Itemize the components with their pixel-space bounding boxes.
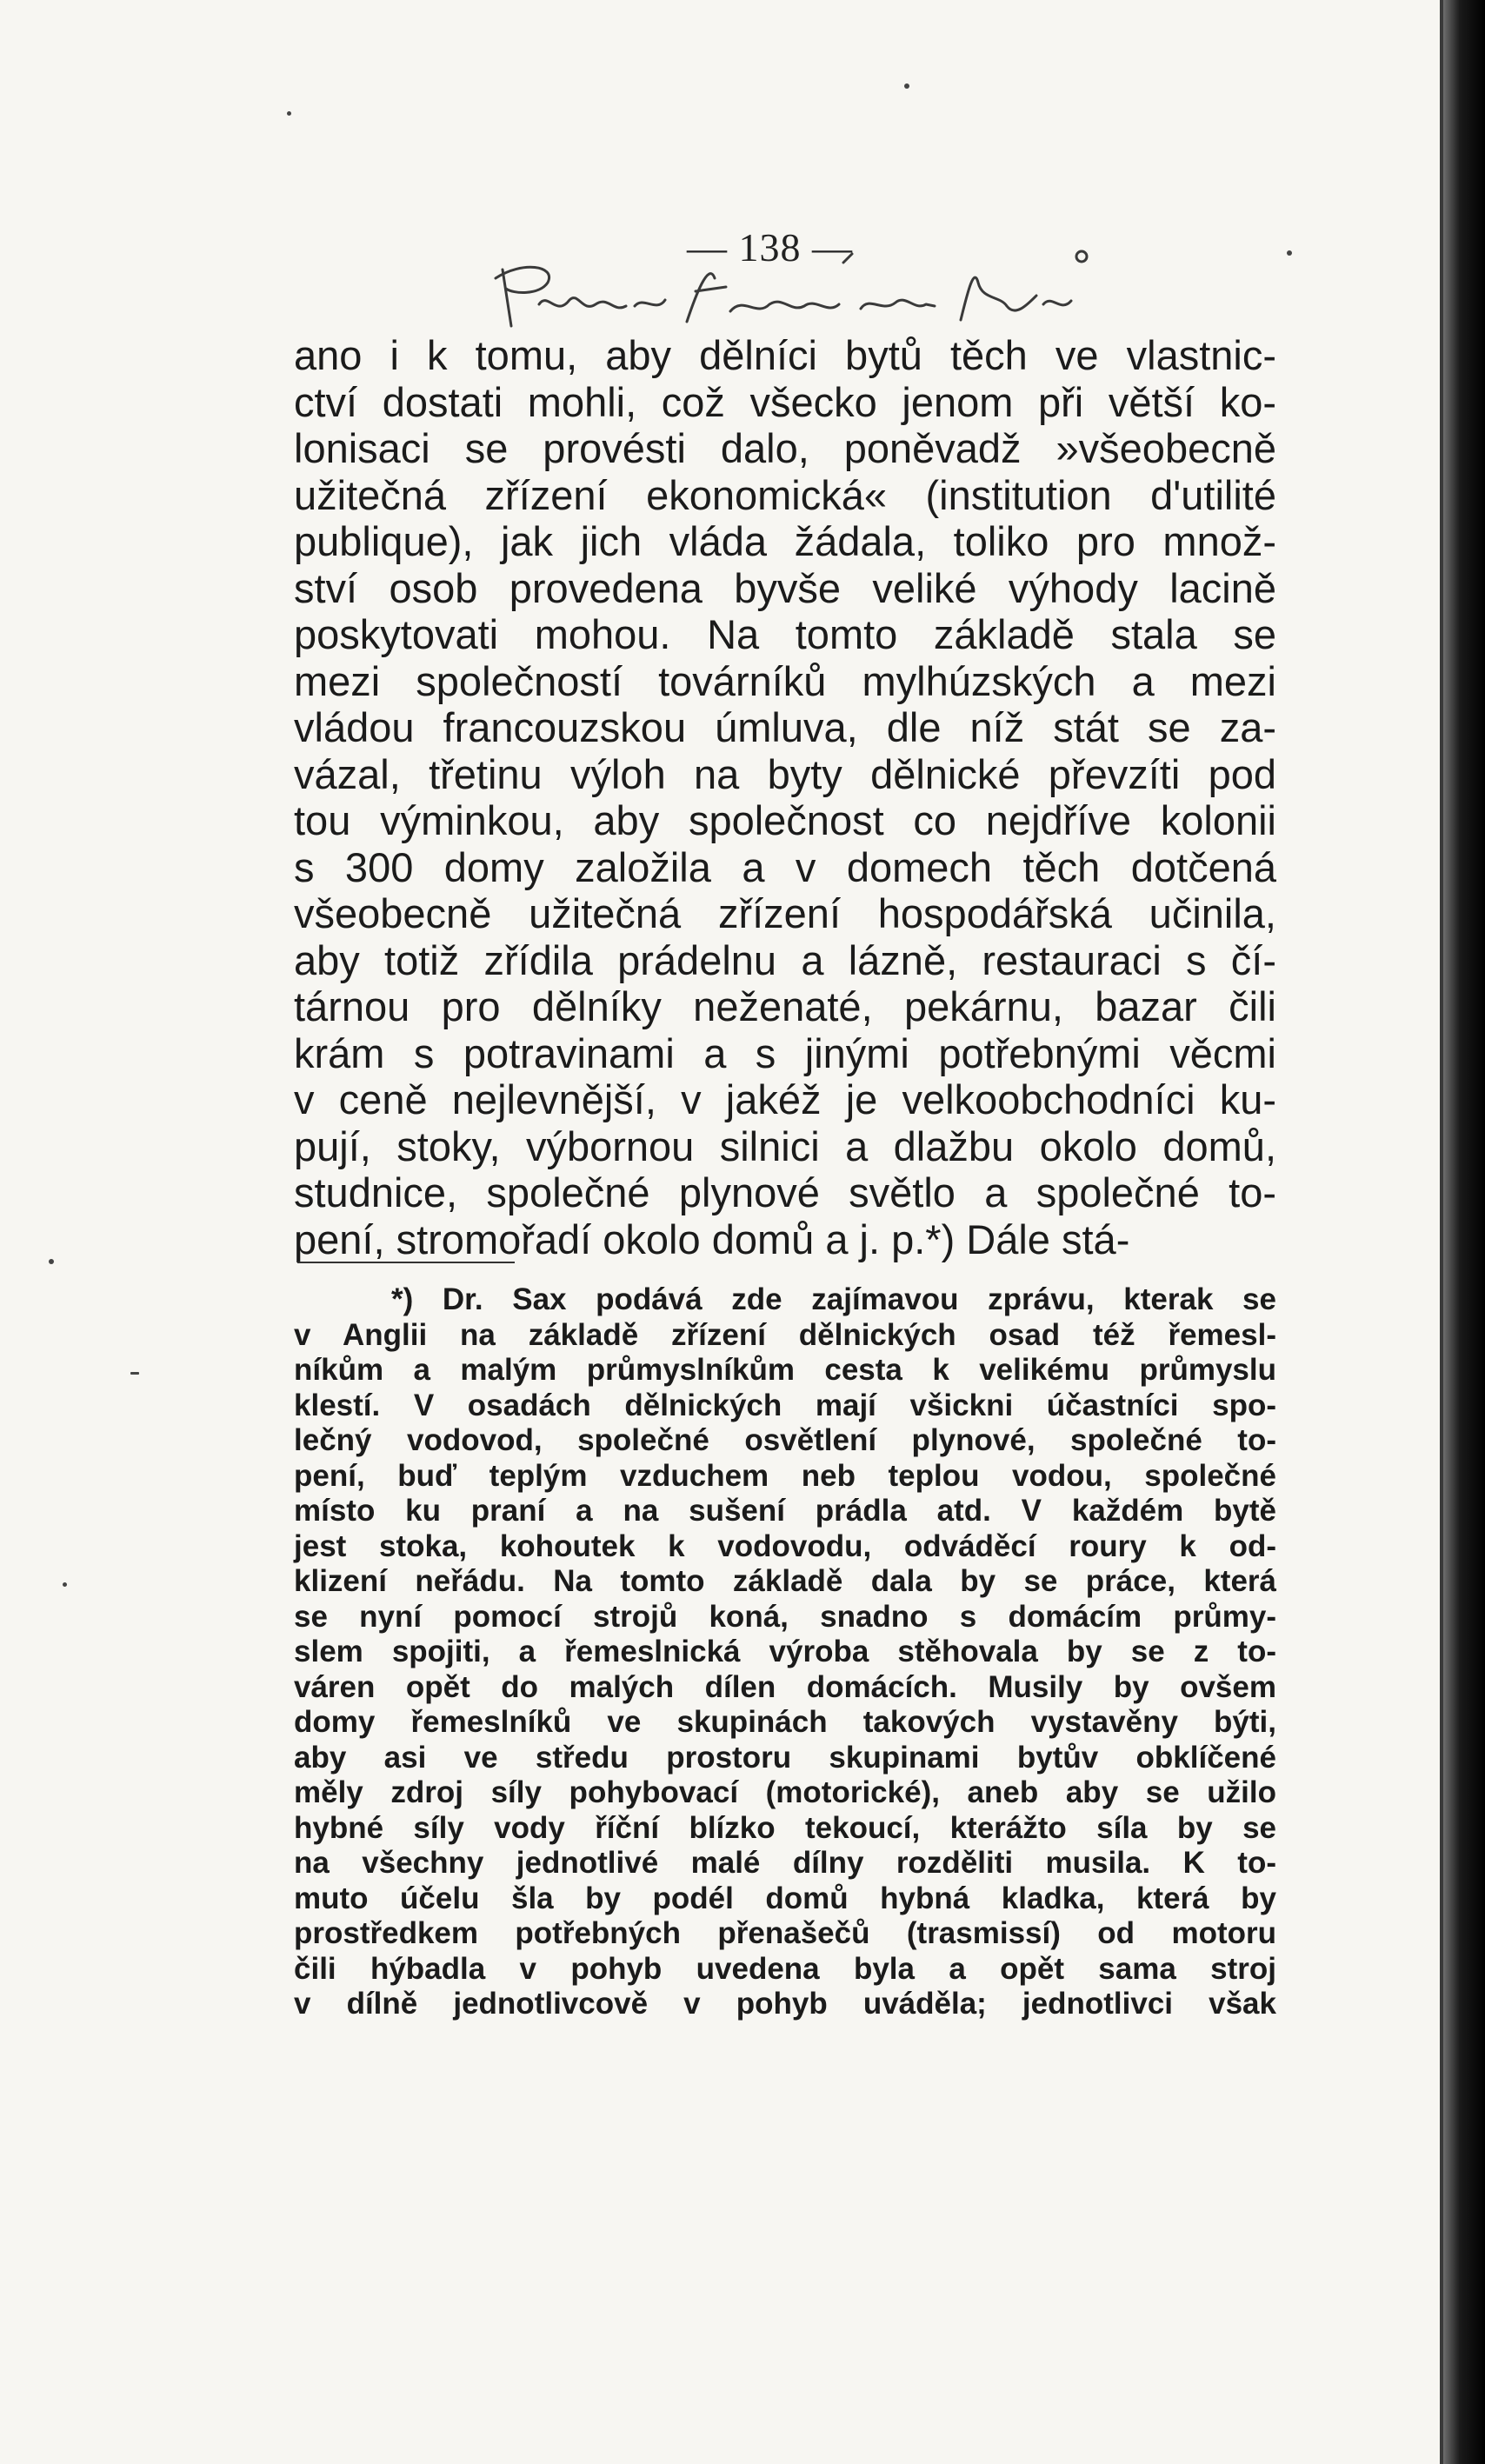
dust-speck	[63, 1582, 67, 1587]
body-line: pení, stromořadí okolo domů a j. p.*) Dále stá-	[294, 1215, 1130, 1262]
body-line: všeobecně užitečná zřízení hospodářská učinila,	[294, 890, 1276, 936]
footnote-line: klizení neřádu. Na tomto základě dala by se práce, která	[294, 1564, 1276, 1598]
handwritten-annotation	[487, 243, 1095, 339]
footnote-line: pení, buď teplým vzduchem neb teplou vodou, společné	[294, 1458, 1276, 1493]
dust-speck	[49, 1259, 54, 1264]
body-line: ano i k tomu, aby dělníci bytů těch ve vlastnic-	[294, 332, 1276, 378]
footnote-line: aby asi ve středu prostoru skupinami bytův obklíčené	[294, 1740, 1276, 1775]
body-line: ctví dostati mohli, což všecko jenom při větší ko-	[294, 378, 1276, 425]
body-line: poskytovati mohou. Na tomto základě stala se	[294, 611, 1276, 657]
dust-speck	[904, 83, 909, 89]
body-line: publique), jak jich vláda žádala, toliko pro množ-	[294, 518, 1276, 564]
body-line: lonisaci se provésti dalo, poněvadž »všeobecně	[294, 425, 1276, 471]
page-edge-shadow	[1443, 0, 1485, 2464]
footnote-line: váren opět do malých dílen domácích. Musily by ovšem	[294, 1669, 1276, 1704]
footnote-line: měly zdroj síly pohybovací (motorické), aneb aby se užilo	[294, 1775, 1276, 1809]
body-line: užitečná zřízení ekonomická« (institution d'utilité	[294, 471, 1276, 518]
footnote-line: jest stoka, kohoutek k vodovodu, odváděcí roury k od-	[294, 1528, 1276, 1563]
body-line: krám s potravinami a s jinými potřebnými věcmi	[294, 1029, 1276, 1076]
body-line: pují, stoky, výbornou silnici a dlažbu okolo domů,	[294, 1122, 1276, 1169]
footnote-line: v dílně jednotlivcově v pohyb uváděla; jednotlivci však	[294, 1987, 1276, 2021]
body-line: v ceně nejlevnější, v jakéž je velkoobchodníci ku-	[294, 1076, 1276, 1122]
body-line: studnice, společné plynové světlo a společné to-	[294, 1169, 1276, 1215]
footnote-line: čili hýbadla v pohyb uvedena byla a opět sama stroj	[294, 1951, 1276, 1986]
footnote-line: v Anglii na základě zřízení dělnických osad též řemesl-	[294, 1317, 1276, 1352]
footnote-line: se nyní pomocí strojů koná, snadno s domácím průmy-	[294, 1599, 1276, 1634]
main-body-text	[294, 332, 1276, 1262]
body-line: mezi společností továrníků mylhúzských a mezi	[294, 657, 1276, 704]
dust-speck	[287, 111, 291, 116]
body-line: tárnou pro dělníky neženaté, pekárnu, bazar čili	[294, 983, 1276, 1029]
footnote-line: na všechny jednotlivé malé dílny rozděliti musila. K to-	[294, 1846, 1276, 1880]
footnote-line: klestí. V osadách dělnických mají všickni účastníci spo-	[294, 1388, 1276, 1422]
footnote-divider	[297, 1262, 515, 1263]
footnote-line: níkům a malým průmyslníkům cesta k velikému průmyslu	[294, 1353, 1276, 1387]
body-line: s 300 domy založila a v domech těch dotčená	[294, 843, 1276, 890]
footnote-line: lečný vodovod, společné osvětlení plynové, společné to-	[294, 1423, 1276, 1457]
footnote-text	[294, 1282, 1276, 2022]
body-line: ství osob provedena byvše veliké výhody lacině	[294, 564, 1276, 611]
body-line: aby totiž zřídila prádelnu a lázně, restauraci s čí-	[294, 936, 1276, 983]
page-number: — 138 —	[687, 225, 853, 270]
footnote-line: *) Dr. Sax podává zde zajímavou zprávu, kterak se	[391, 1282, 1276, 1316]
body-line: vázal, třetinu výloh na byty dělnické převzíti pod	[294, 750, 1276, 797]
footnote-line: prostředkem potřebných přenašečů (trasmissí) od motoru	[294, 1916, 1276, 1950]
footnote-line: hybné síly vody říční blízko tekoucí, kterážto síla by se	[294, 1810, 1276, 1845]
body-line: vládou francouzskou úmluva, dle níž stát se za-	[294, 704, 1276, 750]
dust-speck	[1287, 250, 1292, 256]
footnote-line: domy řemeslníků ve skupinách takových vystavěny býti,	[294, 1705, 1276, 1739]
footnote-line: slem spojiti, a řemeslnická výroba stěhovala by se z to-	[294, 1635, 1276, 1668]
dust-speck	[130, 1372, 139, 1375]
footnote-line: muto účelu šla by podél domů hybná kladka, která by	[294, 1881, 1276, 1915]
footnote-line: místo ku praní a na sušení prádla atd. V každém bytě	[294, 1494, 1276, 1528]
body-line: tou výminkou, aby společnost co nejdříve kolonii	[294, 797, 1276, 843]
